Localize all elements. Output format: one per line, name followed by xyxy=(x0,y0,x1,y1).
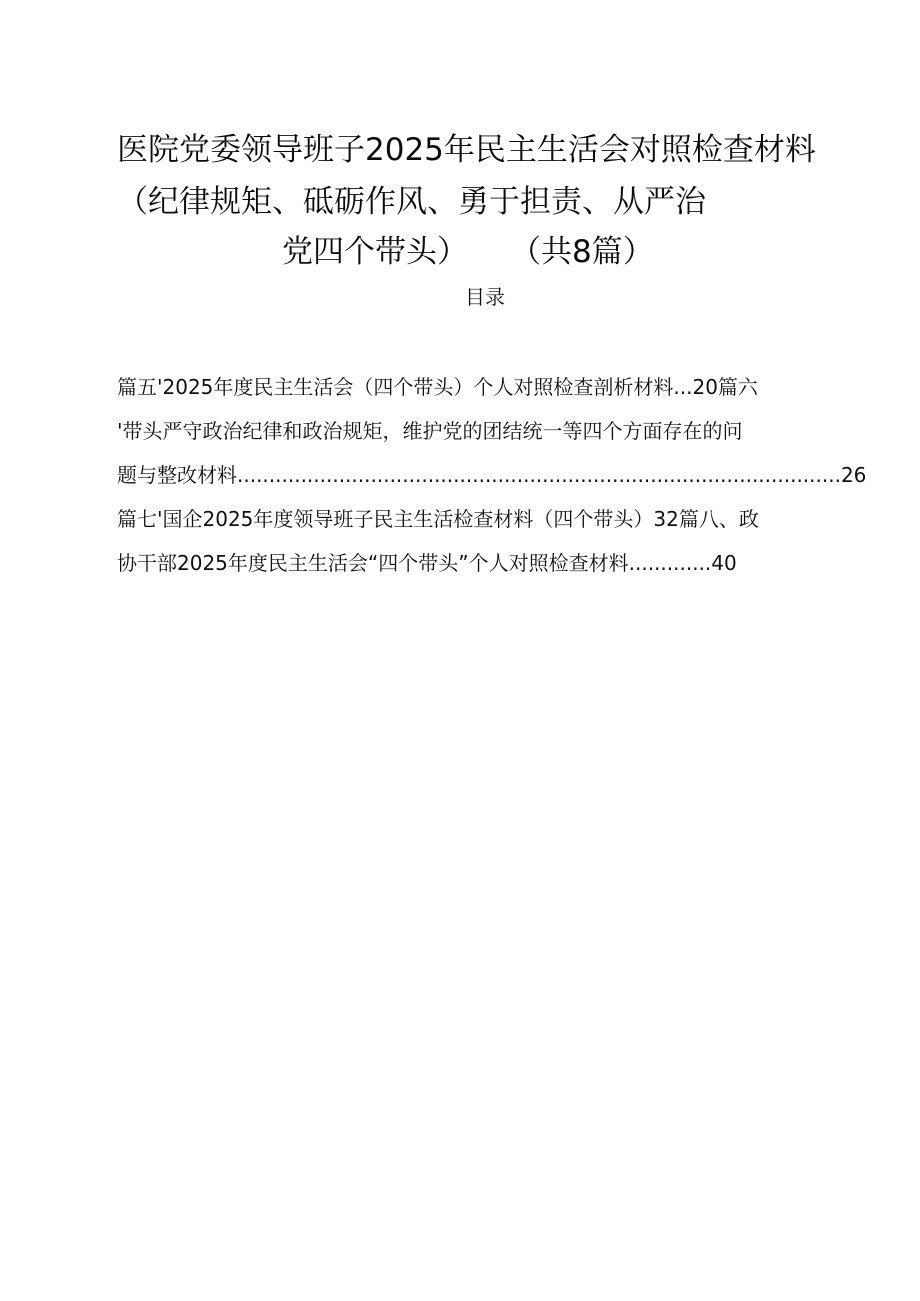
toc-entry-line[interactable]: 题与整改材料...............................................................................................26 xyxy=(117,463,867,487)
toc-entry-line[interactable]: 篇七'国企2025年度领导班子民主生活检查材料（四个带头）32篇八、政 xyxy=(117,507,759,531)
toc-entry-line[interactable]: '带头严守政治纪律和政治规矩，维护党的团结统一等四个方面存在的问 xyxy=(117,419,743,443)
document-title-line-3: 党四个带头） xyxy=(282,234,468,270)
document-title-line-1: 医院党委领导班子2025年民主生活会对照检查材料 xyxy=(117,132,816,168)
toc-entry-line[interactable]: 篇五'2025年度民主生活会（四个带头）个人对照检查剖析材料...20篇六 xyxy=(117,375,758,399)
document-title-line-2: （纪律规矩、砥砺作风、勇于担责、从严治 xyxy=(117,184,706,220)
document-title-article-count: （共8篇） xyxy=(510,234,654,270)
toc-entry-line[interactable]: 协干部2025年度民主生活会“四个带头”个人对照检查材料.............40 xyxy=(117,551,737,575)
table-of-contents-heading: 目录 xyxy=(465,285,505,309)
